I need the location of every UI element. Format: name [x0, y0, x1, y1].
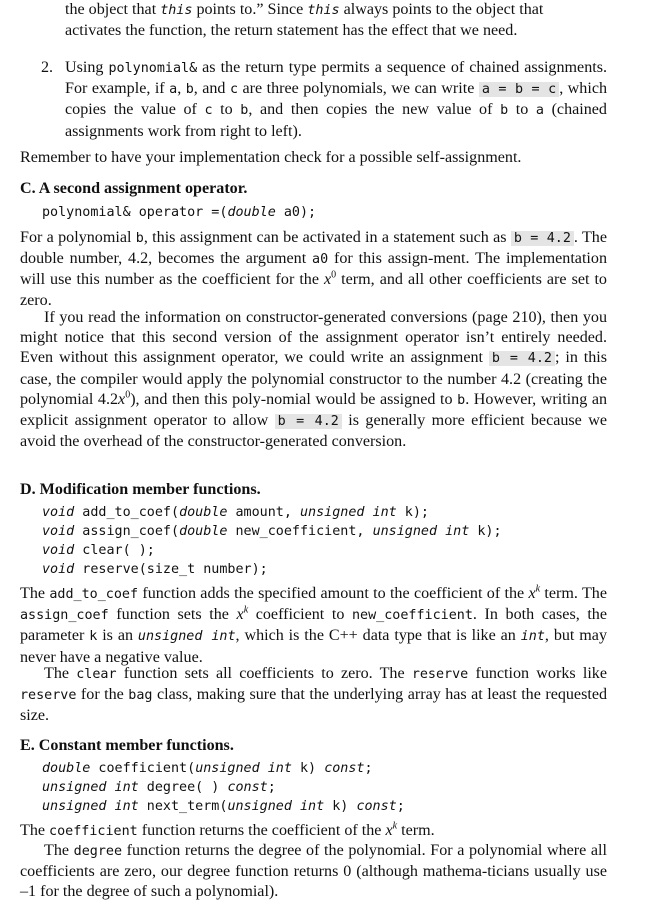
item2-number: 2.: [41, 59, 54, 76]
section-d-heading: D. Modification member functions.: [20, 481, 261, 498]
section-d-decl-reserve: void reserve(size_t number);: [42, 562, 268, 577]
section-d-paragraph-2: The clear function sets all coefficients to zero. The reserve function works like reserve for the bag class, making sure that the underlying array has at least the requested size.: [20, 665, 608, 725]
section-d-decl-assign-coef: void assign_coef(double new_coefficient, unsigned int k);: [42, 524, 502, 539]
section-c-heading: C. A second assignment operator.: [20, 180, 248, 197]
section-d-paragraph-1: The add_to_coef function adds the specified amount to the coefficient of the $x^k$ term. The assign_coef function sets the $x^k$ coefficient to new_coefficient. In both cases, the parameter k is an unsigned int, which is the C++ data type that is like an int, but may never have a negative value.: [20, 583, 607, 666]
item1-line1: the object that this points to.” Since this always points to the object that: [65, 1, 544, 18]
section-c-paragraph-1: For a polynomial b, this assignment can be activated in a statement such as b = 4.2 . The double number, 4.2, becomes the argument a0 for this assign-ment. The implementation will use this number as the coefficient for the $x^0$ term, and all other coefficients are set to zero.: [20, 229, 607, 309]
section-e-decl-next-term: unsigned int next_term(unsigned int k) const;: [42, 799, 405, 814]
remember-line: Remember to have your implementation check for a possible self-assignment.: [20, 149, 522, 166]
item1-continuation: [65, 0, 607, 41]
section-d-decl-add-to-coef: void add_to_coef(double amount, unsigned int k);: [42, 505, 429, 520]
item2-paragraph: Using polynomial& as the return type permits a sequence of chained assignments. For example, if a, b, and c are three polynomials, we can write a = b = c , which copies the value of c to b, and then copies the new value of b to a (chained assignments work from right to left).: [65, 59, 608, 140]
item1-line2: activates the function, the return statement has the effect that we need.: [65, 22, 518, 40]
section-c-declaration: polynomial& operator =(double a0);: [42, 205, 317, 220]
section-e-paragraph-1: The coefficient function returns the coefficient of the $x^k$ term.: [20, 820, 435, 839]
section-e-heading: E. Constant member functions.: [20, 737, 234, 754]
section-d-decl-clear: void clear( );: [42, 543, 155, 558]
section-c-paragraph-2: If you read the information on constructor-generated conversions (page 210), then you might notice that this second version of the assignment operator isn’t entirely needed. Even without this assignment operator, we could write an assignment b = 4.2 ; in this case, the compiler would apply the polynomial constructor to the number 4.2 (creating the polynomial $4.2x^0$), and then this poly-nomial would be assigned to b. However, writing an explicit assignment operator to allow b = 4.2 is generally more efficient because we avoid the overhead of the constructor-generated conversion.: [20, 309, 608, 451]
section-e-decl-coefficient: double coefficient(unsigned int k) const;: [42, 761, 373, 776]
section-e-paragraph-2: The degree function returns the degree of the polynomial. For a polynomial where all coefficients are zero, our degree function returns 0 (although mathema-ticians usually use –1 for the degree of such a polynomial).: [20, 842, 608, 901]
section-e-decl-degree: unsigned int degree( ) const;: [42, 780, 276, 795]
